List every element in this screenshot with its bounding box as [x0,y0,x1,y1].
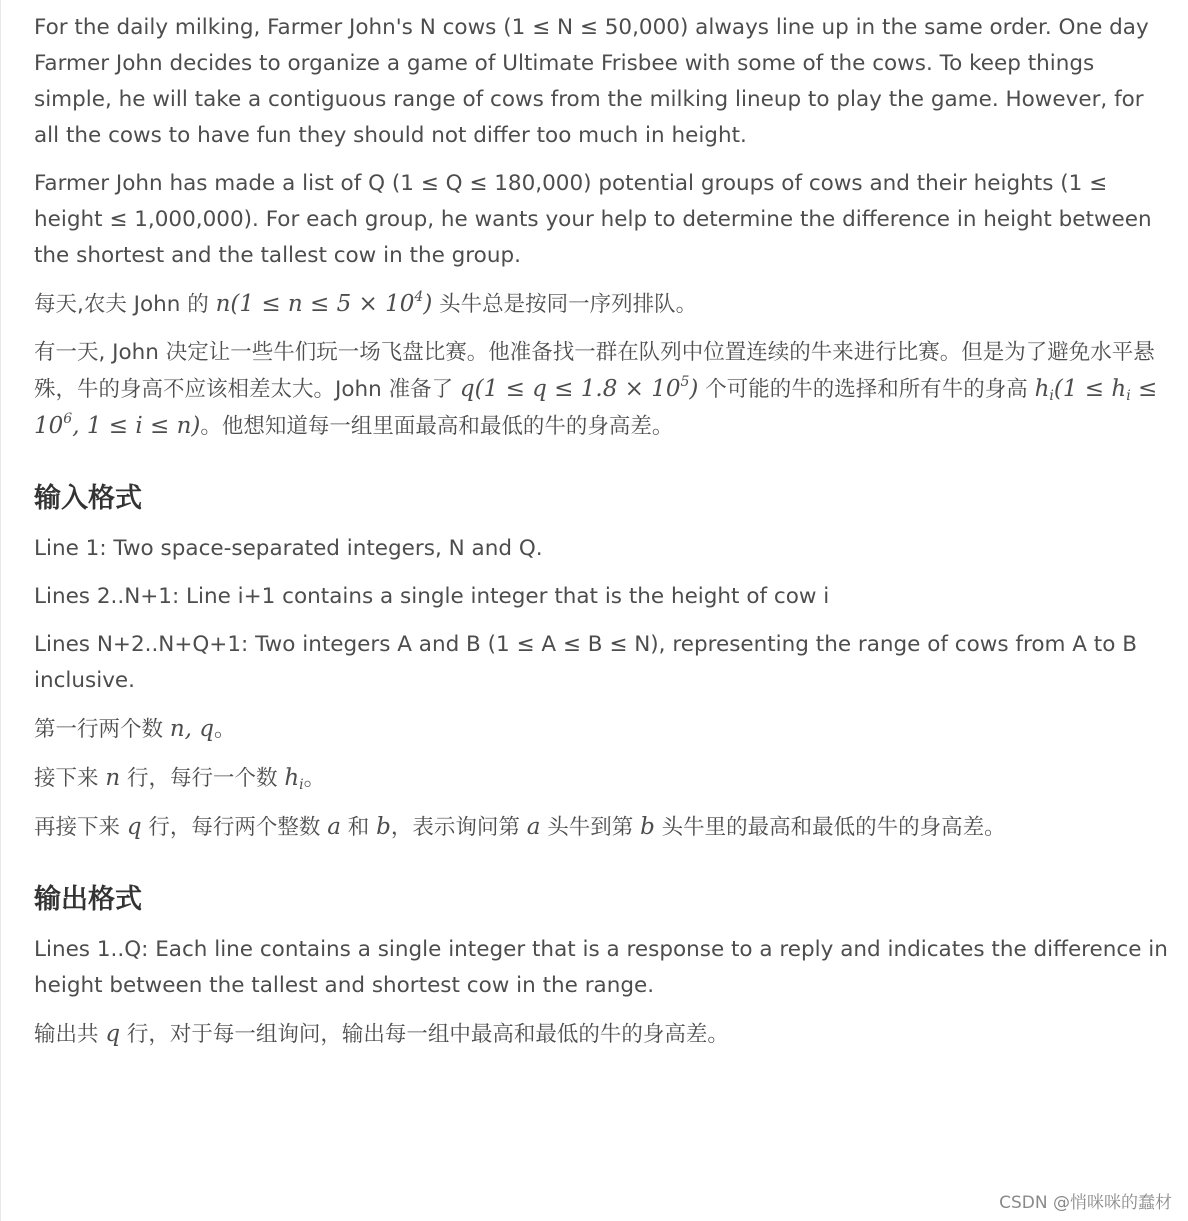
cn-text: 行，每行一个数 [120,766,285,791]
input-cn-line-2 [34,760,1169,797]
output-cn-line-1 [34,1016,1169,1053]
math-exponent: 4 [414,289,424,305]
cn-text: 个可能的牛的选择和所有牛的身高 [698,377,1035,402]
math-text: ) [423,291,433,317]
input-line-2: Lines 2..N+1: Line i+1 contains a single integer that is the height of cow i [34,584,830,609]
math-exponent: 6 [63,411,73,427]
input-format-heading: 输入格式 [34,483,142,514]
cn-text: 接下来 [34,766,106,791]
output-line-1: Lines 1..Q: Each line contains a single integer that is a response to a reply and indicates the difference in height between the tallest and shortest cow in the range. [34,937,1168,998]
csdn-watermark: CSDN @悄咪咪的蠢材 [999,1193,1172,1213]
cn-text: 每天,农夫 John 的 [34,292,216,317]
math-text: h [284,765,300,791]
problem-content [34,10,1169,1065]
cn-text: 输出共 [34,1022,106,1047]
math-subscript: i [1126,388,1131,404]
description-paragraph-2: Farmer John has made a list of Q (1 ≤ Q ≤ 180,000) potential groups of cows and their heights (1 ≤ height ≤ 1,000,000). For each group, he wants your help to determine the difference in height between the shortest and the tallest cow in the group. [34,171,1152,268]
input-cn-line-1 [34,711,1169,748]
math-formula: b [640,814,655,840]
description-cn-paragraph-1 [34,286,1169,323]
cn-text: 第一行两个数 [34,717,170,742]
cn-text: ，表示询问第 [390,815,527,840]
math-subscript: i [299,777,304,793]
math-text: ) [689,376,699,402]
math-text: (1 ≤ h [1053,376,1127,402]
cn-text: 和 [340,815,377,840]
description-cn-paragraph-2 [34,335,1169,445]
math-formula: q [126,814,142,840]
math-formula: a [327,814,341,840]
math-formula: q [105,1021,121,1047]
cn-text: 。他想知道每一组里面最高和最低的牛的身高差。 [200,414,674,439]
math-text: , 1 ≤ i ≤ n) [72,413,201,439]
math-formula [284,765,303,791]
output-format-heading: 输出格式 [34,884,142,915]
math-formula [216,291,433,317]
math-text: h [1034,376,1050,402]
math-text: ≤ 10 [34,376,1158,439]
cn-text: 再接下来 [34,815,127,840]
input-line-3: Lines N+2..N+Q+1: Two integers A and B (1 ≤ A ≤ B ≤ N), representing the range of cows from A to B inclusive. [34,632,1137,693]
cn-text: 头牛里的最高和最低的牛的身高差。 [654,815,1006,840]
math-formula: n [105,765,121,791]
math-formula: a [526,814,541,840]
input-line-1: Line 1: Two space-separated integers, N and Q. [34,536,543,561]
input-cn-line-3 [34,809,1169,846]
cn-text: 。 [303,766,326,791]
math-exponent: 5 [680,374,690,390]
cn-text: 头牛到第 [540,815,641,840]
math-text: q(1 ≤ q ≤ 1.8 × 10 [459,376,681,402]
math-text: n(1 ≤ n ≤ 5 × 10 [215,291,415,317]
math-formula [460,376,698,402]
math-formula: b [376,814,391,840]
cn-text: 行，每行两个整数 [141,815,328,840]
math-formula: n, q [169,716,215,742]
math-subscript: i [1049,388,1054,404]
cn-text: 头牛总是按同一序列排队。 [432,292,698,317]
cn-text: 有一天, John 决定让一些牛们玩一场飞盘比赛。他准备找一群在队列中位置连续的牛来进行比赛。但是为了避免水平悬殊，牛的身高不应该相差太大。John 准备了 [34,340,1155,402]
cn-text: 行，对于每一组询问，输出每一组中最高和最低的牛的身高差。 [120,1022,729,1047]
description-paragraph-1: For the daily milking, Farmer John's N cows (1 ≤ N ≤ 50,000) always line up in the same order. One day Farmer John decides to organize a game of Ultimate Frisbee with some of the cows. To keep things simple, he will take a contiguous range of cows from the milking lineup to play the game. However, for all the cows to have fun they should not differ too much in height. [34,15,1149,148]
cn-text: 。 [214,717,236,742]
